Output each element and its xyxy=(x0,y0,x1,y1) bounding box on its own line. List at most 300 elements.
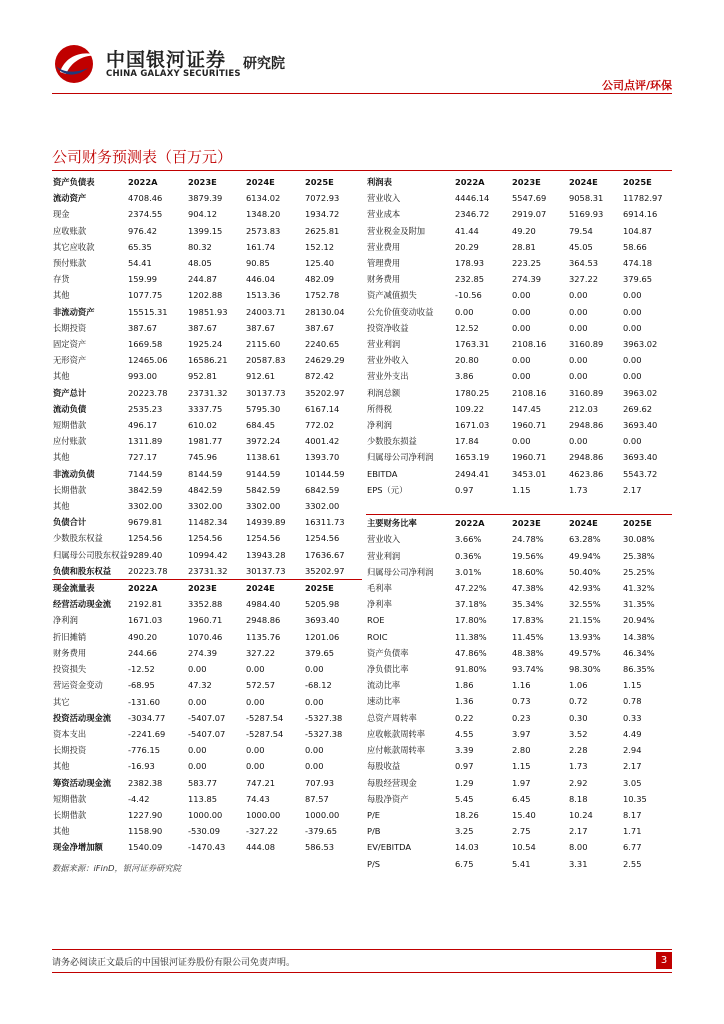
table-row xyxy=(366,304,672,320)
table-row xyxy=(52,287,362,303)
value-cell: 379.65 xyxy=(623,274,653,285)
row-label: P/B xyxy=(367,826,381,837)
value-cell: -131.60 xyxy=(128,696,161,707)
value-cell: 610.02 xyxy=(188,420,218,431)
year-header: 2023E xyxy=(512,515,569,532)
value-cell: 0.00 xyxy=(512,355,531,366)
value-cell: 0.72 xyxy=(569,696,588,707)
value-cell: 0.00 xyxy=(623,371,642,382)
value-cell: 387.67 xyxy=(128,322,158,333)
table-row xyxy=(366,856,672,872)
table-row xyxy=(366,726,672,742)
value-cell: 45.05 xyxy=(569,241,593,252)
value-cell: 269.62 xyxy=(623,403,653,414)
value-cell: 474.18 xyxy=(623,258,653,269)
value-cell: 152.12 xyxy=(305,241,335,252)
value-cell: 20223.78 xyxy=(128,387,168,398)
row-label: 存货 xyxy=(53,274,70,285)
value-cell: 37.18% xyxy=(455,599,487,610)
value-cell: -5407.07 xyxy=(188,728,226,739)
year-header: 2024E xyxy=(246,580,305,597)
value-cell: 387.67 xyxy=(188,322,218,333)
value-cell: 0.00 xyxy=(569,355,588,366)
table-row xyxy=(52,223,362,239)
table-row xyxy=(52,466,362,482)
value-cell: 48.05 xyxy=(188,258,212,269)
right-section-header xyxy=(366,174,672,190)
footer-divider xyxy=(52,949,672,950)
value-cell: 3302.00 xyxy=(246,501,281,512)
value-cell: 10.54 xyxy=(512,842,536,853)
value-cell: 2346.72 xyxy=(455,209,490,220)
value-cell: 3302.00 xyxy=(305,501,340,512)
table-row xyxy=(366,693,672,709)
value-cell: 4001.42 xyxy=(305,436,340,447)
table-row xyxy=(52,206,362,222)
table-row xyxy=(52,401,362,417)
value-cell: 0.00 xyxy=(305,761,324,772)
value-cell: 54.41 xyxy=(128,258,152,269)
value-cell: 684.45 xyxy=(246,420,276,431)
table-row xyxy=(366,239,672,255)
value-cell: 1.15 xyxy=(512,761,531,772)
value-cell: 3879.39 xyxy=(188,193,223,204)
table-row xyxy=(52,612,362,628)
table-row xyxy=(366,839,672,855)
value-cell: 4708.46 xyxy=(128,193,163,204)
table-row xyxy=(366,710,672,726)
value-cell: 0.00 xyxy=(305,696,324,707)
value-cell: 2382.38 xyxy=(128,777,163,788)
value-cell: 49.20 xyxy=(512,225,536,236)
value-cell: 244.66 xyxy=(128,647,158,658)
value-cell: 904.12 xyxy=(188,209,218,220)
table-row xyxy=(52,304,362,320)
value-cell: -3034.77 xyxy=(128,712,166,723)
value-cell: 24.78% xyxy=(512,534,544,545)
value-cell: 113.85 xyxy=(188,793,218,804)
table-row xyxy=(366,287,672,303)
value-cell: 1.36 xyxy=(455,696,474,707)
row-label: 营业外支出 xyxy=(367,371,409,382)
table-row xyxy=(52,336,362,352)
row-label: 长期投资 xyxy=(53,745,87,756)
value-cell: 35202.97 xyxy=(305,387,345,398)
value-cell: 244.87 xyxy=(188,274,218,285)
row-label: 财务费用 xyxy=(53,647,87,658)
value-cell: 3160.89 xyxy=(569,387,604,398)
row-label: ROIC xyxy=(367,631,388,642)
value-cell: 14.38% xyxy=(623,631,655,642)
value-cell: 0.22 xyxy=(455,712,474,723)
row-label: 应收账款 xyxy=(53,225,87,236)
table-row xyxy=(366,449,672,465)
value-cell: 2115.60 xyxy=(246,339,281,350)
row-label: 其它 xyxy=(53,696,70,707)
value-cell: 1.71 xyxy=(623,826,642,837)
value-cell: 1138.61 xyxy=(246,452,281,463)
value-cell: 1393.70 xyxy=(305,452,340,463)
value-cell: -5287.54 xyxy=(246,728,284,739)
value-cell: 7144.59 xyxy=(128,468,163,479)
value-cell: 20.80 xyxy=(455,355,479,366)
value-cell: 3.86 xyxy=(455,371,474,382)
value-cell: -68.95 xyxy=(128,680,155,691)
value-cell: 17.80% xyxy=(455,615,487,626)
value-cell: 1.16 xyxy=(512,680,531,691)
value-cell: 482.09 xyxy=(305,274,335,285)
value-cell: 4842.59 xyxy=(188,484,223,495)
table-row xyxy=(52,742,362,758)
left-section-header xyxy=(52,174,362,190)
table-row xyxy=(52,320,362,336)
value-cell: 11.38% xyxy=(455,631,487,642)
table-row xyxy=(52,433,362,449)
value-cell: 48.38% xyxy=(512,647,544,658)
row-label: 现金净增加额 xyxy=(53,842,103,853)
institute-label: 研究院 xyxy=(243,56,285,72)
row-label: 折旧摊销 xyxy=(53,631,87,642)
value-cell: 6.45 xyxy=(512,793,531,804)
value-cell: 379.65 xyxy=(305,647,335,658)
value-cell: 327.22 xyxy=(246,647,276,658)
table-row xyxy=(52,352,362,368)
value-cell: 387.67 xyxy=(246,322,276,333)
value-cell: 446.04 xyxy=(246,274,276,285)
value-cell: 223.25 xyxy=(512,258,542,269)
value-cell: 583.77 xyxy=(188,777,218,788)
row-label: 资产负债率 xyxy=(367,647,409,658)
row-label: 短期借款 xyxy=(53,420,87,431)
value-cell: 2948.86 xyxy=(569,452,604,463)
value-cell: 952.81 xyxy=(188,371,218,382)
year-header: 2025E xyxy=(623,515,672,532)
value-cell: -5327.38 xyxy=(305,712,343,723)
value-cell: 3453.01 xyxy=(512,468,547,479)
value-cell: 1158.90 xyxy=(128,826,163,837)
value-cell: 2.17 xyxy=(623,484,642,495)
year-header: 2025E xyxy=(305,177,334,187)
value-cell: 0.00 xyxy=(569,306,588,317)
value-cell: 976.42 xyxy=(128,225,158,236)
value-cell: -12.52 xyxy=(128,664,155,675)
value-cell: 58.66 xyxy=(623,241,647,252)
value-cell: 10.35 xyxy=(623,793,647,804)
value-cell: 0.00 xyxy=(512,436,531,447)
row-label: 每股收益 xyxy=(367,761,401,772)
value-cell: 2.94 xyxy=(623,745,642,756)
value-cell xyxy=(569,498,623,515)
value-cell: 3302.00 xyxy=(128,501,163,512)
value-cell: 1.97 xyxy=(512,777,531,788)
row-label: EPS（元） xyxy=(367,484,408,495)
value-cell: 3842.59 xyxy=(128,484,163,495)
value-cell: 8.17 xyxy=(623,809,642,820)
row-label: 应收帐款周转率 xyxy=(367,728,426,739)
value-cell: 12465.06 xyxy=(128,355,168,366)
value-cell: 18.26 xyxy=(455,809,479,820)
value-cell: 0.00 xyxy=(512,322,531,333)
value-cell: 1311.89 xyxy=(128,436,163,447)
value-cell: 9679.81 xyxy=(128,517,163,528)
value-cell: 0.36% xyxy=(455,550,482,561)
row-label: 流动负债 xyxy=(53,403,87,414)
row-label: 毛利率 xyxy=(367,583,392,594)
value-cell: 3352.88 xyxy=(188,599,223,610)
value-cell: 20587.83 xyxy=(246,355,286,366)
value-cell: -10.56 xyxy=(455,290,482,301)
row-label: 长期借款 xyxy=(53,484,87,495)
table-row xyxy=(366,336,672,352)
value-cell: 15.40 xyxy=(512,809,536,820)
value-cell xyxy=(623,498,672,515)
value-cell: 13943.28 xyxy=(246,549,286,560)
table-row xyxy=(52,661,362,677)
row-label: 资本支出 xyxy=(53,728,87,739)
value-cell: 1227.90 xyxy=(128,809,163,820)
value-cell: 9144.59 xyxy=(246,468,281,479)
value-cell: 11782.97 xyxy=(623,193,663,204)
table-row xyxy=(366,564,672,580)
row-label: EV/EBITDA xyxy=(367,842,412,853)
value-cell: 80.32 xyxy=(188,241,212,252)
value-cell: 1671.03 xyxy=(455,420,490,431)
value-cell: 10.24 xyxy=(569,809,593,820)
value-cell: 232.85 xyxy=(455,274,485,285)
value-cell: 19851.93 xyxy=(188,306,228,317)
row-label: 净利润 xyxy=(53,615,78,626)
value-cell: -530.09 xyxy=(188,826,221,837)
row-label: 资产减值损失 xyxy=(367,290,417,301)
value-cell: 5543.72 xyxy=(623,468,658,479)
value-cell: 31.35% xyxy=(623,599,655,610)
value-cell: -5407.07 xyxy=(188,712,226,723)
year-header: 2025E xyxy=(305,580,362,597)
value-cell: 4.55 xyxy=(455,728,474,739)
table-row xyxy=(52,385,362,401)
value-cell: 90.85 xyxy=(246,258,270,269)
value-cell: 327.22 xyxy=(569,274,599,285)
value-cell: -5327.38 xyxy=(305,728,343,739)
row-label: 归属母公司净利润 xyxy=(367,452,434,463)
value-cell: 6134.02 xyxy=(246,193,281,204)
value-cell: -327.22 xyxy=(246,826,279,837)
value-cell: 3693.40 xyxy=(623,420,658,431)
value-cell: 586.53 xyxy=(305,842,335,853)
row-label: 归属母公司净利润 xyxy=(367,566,434,577)
table-row xyxy=(52,710,362,726)
value-cell: 147.45 xyxy=(512,403,542,414)
year-header: 2022A xyxy=(455,515,512,532)
value-cell: 0.00 xyxy=(623,306,642,317)
table-row xyxy=(52,482,362,498)
value-cell: 0.00 xyxy=(246,761,265,772)
value-cell: 47.32 xyxy=(188,680,212,691)
table-row xyxy=(366,661,672,677)
value-cell: -16.93 xyxy=(128,761,155,772)
value-cell: 1981.77 xyxy=(188,436,223,447)
row-label: 归属母公司股东权益 xyxy=(53,549,128,560)
value-cell: 490.20 xyxy=(128,631,158,642)
row-label: 少数股东损益 xyxy=(367,436,417,447)
row-label: 营业利润 xyxy=(367,339,401,350)
value-cell: 47.22% xyxy=(455,583,487,594)
value-cell: 109.22 xyxy=(455,403,485,414)
row-label: ROE xyxy=(367,615,385,626)
row-label: 投资净收益 xyxy=(367,322,409,333)
value-cell: 2.28 xyxy=(569,745,588,756)
value-cell: -5287.54 xyxy=(246,712,284,723)
value-cell: 5795.30 xyxy=(246,403,281,414)
value-cell: 872.42 xyxy=(305,371,335,382)
value-cell: -4.42 xyxy=(128,793,150,804)
year-header: 2024E xyxy=(246,177,275,187)
value-cell: 2948.86 xyxy=(569,420,604,431)
table-row xyxy=(366,433,672,449)
row-label: 固定资产 xyxy=(53,339,87,350)
value-cell: 1000.00 xyxy=(305,809,340,820)
value-cell: 1.73 xyxy=(569,761,588,772)
value-cell xyxy=(512,498,569,515)
row-label: 营业收入 xyxy=(367,193,401,204)
value-cell: 24003.71 xyxy=(246,306,286,317)
table-row xyxy=(366,612,672,628)
value-cell: 10144.59 xyxy=(305,468,345,479)
value-cell: 25.25% xyxy=(623,566,655,577)
value-cell: 18.60% xyxy=(512,566,544,577)
value-cell: 496.17 xyxy=(128,420,158,431)
value-cell: 3963.02 xyxy=(623,339,658,350)
value-cell: 0.00 xyxy=(188,696,207,707)
value-cell: 14939.89 xyxy=(246,517,286,528)
table-row xyxy=(52,368,362,384)
table-row xyxy=(366,645,672,661)
data-source-note: 数据来源：iFinD，银河证券研究院 xyxy=(52,863,181,873)
value-cell: 2.92 xyxy=(569,777,588,788)
value-cell: 0.73 xyxy=(512,696,531,707)
value-cell: 3693.40 xyxy=(623,452,658,463)
row-label: 其它应收款 xyxy=(53,241,95,252)
value-cell: 46.34% xyxy=(623,647,655,658)
table-row xyxy=(366,742,672,758)
value-cell: 19.56% xyxy=(512,550,544,561)
table-row xyxy=(52,694,362,710)
value-cell: 0.00 xyxy=(569,371,588,382)
row-label: 投资损失 xyxy=(53,664,87,675)
year-header: 2024E xyxy=(569,515,623,532)
value-cell: 1960.71 xyxy=(188,615,223,626)
value-cell: 79.54 xyxy=(569,225,593,236)
value-cell: 1254.56 xyxy=(128,533,163,544)
value-cell: -379.65 xyxy=(305,826,338,837)
value-cell: 10994.42 xyxy=(188,549,228,560)
year-header: 2022A xyxy=(128,177,158,187)
value-cell: 2.17 xyxy=(569,826,588,837)
value-cell: 1348.20 xyxy=(246,209,281,220)
value-cell: 727.17 xyxy=(128,452,158,463)
table-row xyxy=(52,807,362,823)
row-label: 公允价值变动收益 xyxy=(367,306,434,317)
value-cell: 2108.16 xyxy=(512,339,547,350)
value-cell: 42.93% xyxy=(569,583,601,594)
value-cell: 1000.00 xyxy=(246,809,281,820)
value-cell: 93.74% xyxy=(512,664,544,675)
value-cell: 1671.03 xyxy=(128,615,163,626)
value-cell: 1752.78 xyxy=(305,290,340,301)
value-cell: 0.00 xyxy=(246,696,265,707)
value-cell: 35.34% xyxy=(512,599,544,610)
table-row xyxy=(366,629,672,645)
row-label: EBITDA xyxy=(367,468,398,479)
value-cell: 6.77 xyxy=(623,842,642,853)
value-cell: 159.99 xyxy=(128,274,158,285)
table-row xyxy=(366,190,672,206)
value-cell: 3337.75 xyxy=(188,403,223,414)
value-cell: 86.35% xyxy=(623,664,655,675)
year-header: 2022A xyxy=(128,580,188,597)
value-cell: 212.03 xyxy=(569,403,599,414)
table-row xyxy=(366,548,672,564)
balance-and-cashflow-table xyxy=(52,174,362,856)
row-label: 营业税金及附加 xyxy=(367,225,426,236)
value-cell: 0.00 xyxy=(246,664,265,675)
table-row xyxy=(366,320,672,336)
value-cell: 3972.24 xyxy=(246,436,281,447)
value-cell: 2108.16 xyxy=(512,387,547,398)
row-label: 少数股东权益 xyxy=(53,533,103,544)
page-number: 3 xyxy=(656,952,672,969)
row-label: 速动比率 xyxy=(367,696,401,707)
value-cell: 1.73 xyxy=(569,484,588,495)
value-cell: 13.93% xyxy=(569,631,601,642)
row-label: 应付账款 xyxy=(53,436,87,447)
value-cell: 0.00 xyxy=(623,355,642,366)
value-cell: -2241.69 xyxy=(128,728,166,739)
value-cell: 6842.59 xyxy=(305,484,340,495)
value-cell: -1470.43 xyxy=(188,842,226,853)
table-row xyxy=(52,563,362,580)
value-cell: 104.87 xyxy=(623,225,653,236)
value-cell: 3.05 xyxy=(623,777,642,788)
value-cell: 1399.15 xyxy=(188,225,223,236)
year-header: 2023E xyxy=(188,177,217,187)
value-cell: 0.00 xyxy=(569,322,588,333)
value-cell: 4623.86 xyxy=(569,468,604,479)
table-row xyxy=(52,190,362,206)
table-row xyxy=(52,596,362,612)
value-cell: 161.74 xyxy=(246,241,276,252)
section-title: 资产负债表 xyxy=(53,177,95,187)
value-cell: 8144.59 xyxy=(188,468,223,479)
company-logo-english: CHINA GALAXY SECURITIES xyxy=(106,69,241,79)
value-cell: 2192.81 xyxy=(128,599,163,610)
row-label xyxy=(366,498,455,515)
value-cell: 0.00 xyxy=(305,745,324,756)
row-label: 非流动资产 xyxy=(53,306,95,317)
value-cell: 0.30 xyxy=(569,712,588,723)
value-cell: 2.80 xyxy=(512,745,531,756)
row-label: 其他 xyxy=(53,371,70,382)
bottom-divider xyxy=(52,972,672,973)
value-cell: 1960.71 xyxy=(512,420,547,431)
value-cell: 274.39 xyxy=(512,274,542,285)
value-cell: 16586.21 xyxy=(188,355,228,366)
value-cell: 47.38% xyxy=(512,583,544,594)
table-row xyxy=(52,417,362,433)
value-cell: 23731.32 xyxy=(188,387,228,398)
row-label: 营业成本 xyxy=(367,209,401,220)
value-cell: 17.83% xyxy=(512,615,544,626)
